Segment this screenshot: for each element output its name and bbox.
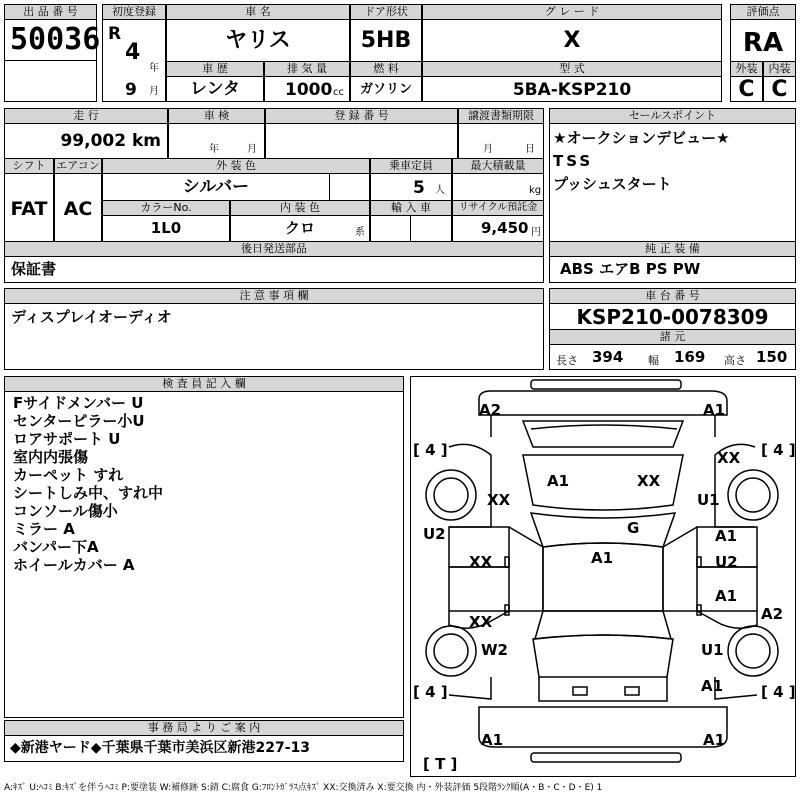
damage-mark: XX <box>469 613 493 631</box>
exterior-color-label: 外 装 色 <box>102 158 370 174</box>
damage-mark: U2 <box>423 525 446 543</box>
exterior-grade: C <box>738 77 755 102</box>
office-notice-cell <box>4 735 404 762</box>
inspector-note: ホイールカバー A <box>13 556 135 574</box>
sales-point: ★オークションデビュー★ <box>553 129 730 147</box>
car-name-label: 車 名 <box>166 4 350 20</box>
first-registration-label: 初度登録 <box>102 4 166 20</box>
chassis-number-label: 車 台 番 号 <box>549 288 796 304</box>
mileage-cell <box>4 123 168 159</box>
transfer-day-unit: 日 <box>525 144 535 155</box>
transfer-deadline-cell <box>458 123 544 159</box>
damage-mark: A2 <box>479 401 502 419</box>
damage-mark: W2 <box>481 641 508 659</box>
tire-front-right: [ 4 ] <box>761 441 796 459</box>
notes-value: ディスプレイオーディオ <box>11 308 172 326</box>
sales-point: プッシュスタート <box>553 175 672 193</box>
first-registration-cell <box>102 19 166 102</box>
seating-capacity-cell <box>370 173 452 201</box>
standard-equipment-label: 純 正 装 備 <box>549 241 796 257</box>
chassis-number-cell <box>549 303 796 330</box>
damage-mark: U1 <box>701 641 724 659</box>
seating-unit: 人 <box>435 185 445 196</box>
aircon-label: エアコン <box>54 158 102 174</box>
import-label: 輸 入 車 <box>370 200 452 216</box>
inspection-year-unit: 年 <box>209 144 219 155</box>
seating-capacity: 5 <box>413 178 425 198</box>
inspection-label: 車 検 <box>168 108 265 124</box>
inspection-cell <box>168 123 265 159</box>
length-value: 394 <box>592 348 624 366</box>
later-shipped-value: 保証書 <box>11 260 57 278</box>
height-value: 150 <box>756 348 788 366</box>
damage-mark: A1 <box>591 549 614 567</box>
inspector-note: Fサイドメンバー U <box>13 394 144 412</box>
inspector-note: センターピラー小U <box>13 412 145 430</box>
damage-mark: XX <box>717 449 741 467</box>
model: 5BA-KSP210 <box>512 80 632 100</box>
tire-rear-right: [ 4 ] <box>761 683 796 701</box>
interior-color: クロ <box>284 219 315 237</box>
notes-label: 注 意 事 項 欄 <box>4 288 544 304</box>
dimensions-label: 諸 元 <box>549 329 796 345</box>
car-name-cell <box>166 19 350 62</box>
displacement-label: 排 気 量 <box>264 61 350 77</box>
notes-cell <box>4 303 544 370</box>
width-label: 幅 <box>648 354 659 367</box>
inspector-note: 室内内張傷 <box>13 448 89 466</box>
color-number-label: カラーNo. <box>102 200 230 216</box>
inspection-month-unit: 月 <box>247 144 257 155</box>
exterior-color-extra <box>329 173 370 201</box>
fuel-label: 燃 料 <box>350 61 422 77</box>
score-cell <box>730 19 796 62</box>
shift-cell <box>4 173 54 242</box>
damage-mark: A2 <box>761 605 784 623</box>
shift-label: シフト <box>4 158 54 174</box>
displacement-unit: cc <box>333 87 344 98</box>
displacement: 1000 <box>285 80 333 100</box>
transfer-deadline-label: 譲渡書類期限 <box>458 108 544 124</box>
later-shipped-cell <box>4 256 544 283</box>
inspector-notes-label: 検 査 員 記 入 欄 <box>4 376 404 392</box>
damage-mark: A1 <box>703 731 726 749</box>
recycle-fee-cell <box>452 215 544 242</box>
recycle-fee-unit: 円 <box>531 227 541 238</box>
tire-rear-left: [ 4 ] <box>413 683 448 701</box>
import-cell <box>370 215 411 242</box>
grade: X <box>563 28 581 53</box>
damage-mark: U1 <box>697 491 720 509</box>
grade-cell <box>422 19 722 62</box>
interior-color-label: 内 装 色 <box>230 200 370 216</box>
import-cell-2 <box>410 215 452 242</box>
damage-mark: A1 <box>547 472 570 490</box>
inspector-note: シートしみ中、すれ中 <box>13 484 164 502</box>
interior-color-unit: 系 <box>355 227 365 238</box>
inspector-note: ミラー A <box>13 520 75 538</box>
damage-mark: XX <box>487 491 511 509</box>
model-cell <box>422 76 722 102</box>
exterior-color-cell <box>102 173 330 201</box>
door-type-label: ドア形状 <box>350 4 422 20</box>
recycle-fee-label: リサイクル預託金 <box>452 200 544 216</box>
office-notice: ◆新港ヤード◆千葉県千葉市美浜区新港227-13 <box>10 740 311 756</box>
seating-capacity-label: 乗車定員 <box>370 158 452 174</box>
door-type-cell <box>350 19 422 62</box>
max-load-label: 最大積載量 <box>452 158 544 174</box>
exterior-grade-label: 外装 <box>730 61 763 77</box>
inspector-note: コンソール傷小 <box>13 502 118 520</box>
tire-front-left: [ 4 ] <box>413 441 448 459</box>
lot-number-blank <box>4 60 97 102</box>
exterior-grade-cell <box>730 76 763 102</box>
lot-number-label: 出 品 番 号 <box>4 4 97 20</box>
length-label: 長さ <box>556 354 578 367</box>
damage-mark: U2 <box>715 553 738 571</box>
registration-month: 9 <box>125 80 137 100</box>
chassis-number: KSP210-0078309 <box>576 305 769 329</box>
sales-points-cell <box>549 123 796 242</box>
tire-spare: [ T ] <box>423 755 458 773</box>
damage-mark: XX <box>637 472 661 490</box>
sales-point: TSS <box>553 152 594 170</box>
shift: FAT <box>10 198 48 220</box>
transfer-month-unit: 月 <box>483 144 493 155</box>
interior-color-cell <box>230 215 370 242</box>
damage-mark: XX <box>469 553 493 571</box>
registration-number-label: 登 録 番 号 <box>265 108 458 124</box>
model-label: 型 式 <box>422 61 722 77</box>
car-outline-diagram <box>411 377 795 776</box>
displacement-cell <box>264 76 350 102</box>
recycle-fee: 9,450 <box>481 219 529 237</box>
registration-number-cell <box>265 123 458 159</box>
inspector-note: カーペット すれ <box>13 466 124 484</box>
interior-grade: C <box>771 77 788 102</box>
aircon-cell <box>54 173 102 242</box>
sales-points-label: セールスポイント <box>549 108 796 124</box>
standard-equipment: ABS エアB PS PW <box>560 260 701 278</box>
damage-diagram-panel <box>410 376 796 777</box>
later-shipped-label: 後日発送部品 <box>4 241 544 257</box>
registration-era: R <box>108 24 122 44</box>
history-cell <box>166 76 264 102</box>
fuel-cell <box>350 76 422 102</box>
damage-mark: A1 <box>703 401 726 419</box>
inspector-note: バンパー下A <box>13 538 99 556</box>
height-label: 高さ <box>724 354 746 367</box>
registration-month-unit: 月 <box>149 86 159 97</box>
max-load-cell <box>452 173 544 201</box>
aircon: AC <box>63 198 93 220</box>
damage-mark: G <box>627 519 640 537</box>
damage-mark: A1 <box>481 731 504 749</box>
damage-mark: A1 <box>715 587 738 605</box>
dimensions-cell <box>549 344 796 370</box>
door-type: 5HB <box>360 28 412 53</box>
car-name: ヤリス <box>225 28 291 53</box>
interior-grade-cell <box>763 76 796 102</box>
lot-number-cell <box>4 19 101 61</box>
exterior-color: シルバー <box>182 177 250 197</box>
score-label: 評価点 <box>730 4 796 20</box>
standard-equipment-cell <box>549 256 796 283</box>
damage-mark: A1 <box>715 527 738 545</box>
color-number: 1L0 <box>150 219 182 237</box>
width-value: 169 <box>674 348 706 366</box>
registration-year: 4 <box>125 40 141 65</box>
color-number-cell <box>102 215 230 242</box>
history-label: 車 歴 <box>166 61 264 77</box>
office-notice-label: 事 務 局 よ り ご 案 内 <box>4 720 404 736</box>
inspector-notes-cell <box>4 391 404 718</box>
lot-number: 50036 <box>10 22 101 57</box>
score: RA <box>742 28 784 58</box>
damage-mark: A1 <box>701 677 724 695</box>
mileage-label: 走 行 <box>4 108 168 124</box>
mileage: 99,002 km <box>60 131 161 151</box>
max-load-unit: kg <box>529 185 542 196</box>
inspector-note: ロアサポート U <box>13 430 121 448</box>
grade-label: グ レ ー ド <box>422 4 722 20</box>
legend-text: A:ｷｽﾞ U:ﾍｺﾐ B:ｷｽﾞを伴うﾍｺﾐ P:要塗装 W:補修跡 S:錆 C:腐食 G:ﾌﾛﾝﾄｶﾞﾗｽ点ｷｽﾞ XX:交換済み X:要交換 内・外装評価 5段階ﾗﾝｸ順(A・B・C・D・E) 1 <box>4 783 603 793</box>
registration-year-unit: 年 <box>149 63 159 74</box>
interior-grade-label: 内装 <box>763 61 796 77</box>
history: レンタ <box>190 79 240 99</box>
fuel: ガソリン <box>359 82 412 97</box>
